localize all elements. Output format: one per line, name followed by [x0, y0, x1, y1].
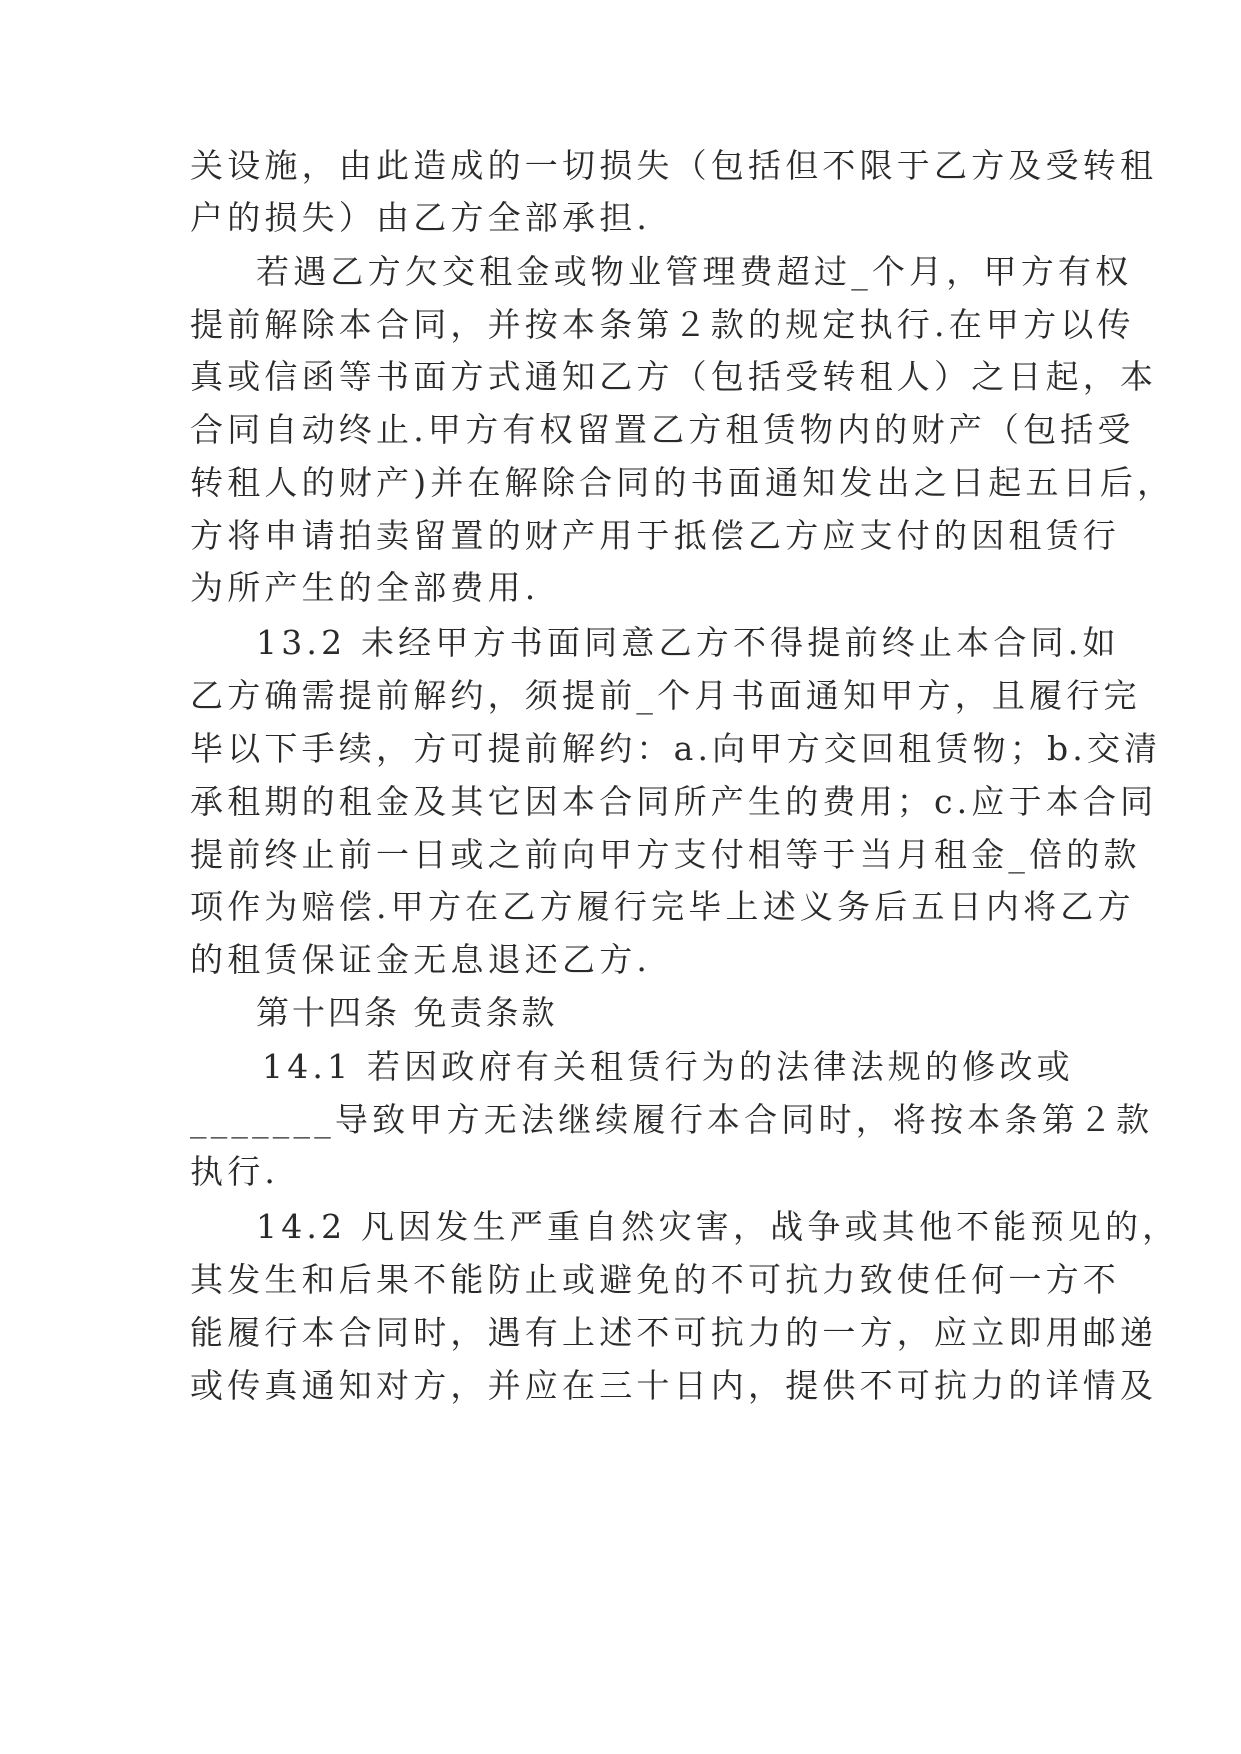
- text-line: _______导致甲方无法继续履行本合同时，将按本条第２款: [190, 1100, 1154, 1139]
- text-line: 乙方确需提前解约，须提前_个月书面通知甲方，且履行完: [190, 676, 1141, 715]
- text-line: 户的损失）由乙方全部承担.: [190, 198, 652, 237]
- text-line: 承租期的租金及其它因本合同所产生的费用；c.应于本合同: [190, 782, 1158, 821]
- text-line: 或传真通知对方，并应在三十日内，提供不可抗力的详情及: [190, 1366, 1158, 1405]
- text-line: 关设施，由此造成的一切损失（包括但不限于乙方及受转租: [190, 146, 1158, 185]
- clause-14-2-first-line: 14.2 凡因发生严重自然灾害，战争或其他不能预见的，: [256, 1207, 1180, 1246]
- text-line: 合同自动终止.甲方有权留置乙方租赁物内的财产（包括受: [190, 410, 1135, 449]
- text-line: 提前终止前一日或之前向甲方支付相等于当月租金_倍的款: [190, 835, 1141, 874]
- clause-13-2-first-line: 13.2 未经甲方书面同意乙方不得提前终止本合同.如: [256, 623, 1120, 662]
- text-line: 其发生和后果不能防止或避免的不可抗力致使任何一方不: [190, 1260, 1120, 1299]
- text-line: 为所产生的全部费用.: [190, 568, 540, 607]
- text-line: 方将申请拍卖留置的财产用于抵偿乙方应支付的因租赁行: [190, 516, 1120, 555]
- paragraph-first-line: 若遇乙方欠交租金或物业管理费超过_个月，甲方有权: [256, 252, 1133, 291]
- text-line: 毕以下手续，方可提前解约：a.向甲方交回租赁物；b.交清: [190, 729, 1162, 768]
- section-heading: 第十四条 免责条款: [256, 993, 558, 1032]
- text-line: 项作为赔偿.甲方在乙方履行完毕上述义务后五日内将乙方: [190, 887, 1135, 926]
- text-line: 的租赁保证金无息退还乙方.: [190, 940, 652, 979]
- clause-14-1-first-line: 14.1 若因政府有关租赁行为的法律法规的修改或: [262, 1047, 1074, 1086]
- text-line: 提前解除本合同，并按本条第２款的规定执行.在甲方以传: [190, 305, 1135, 344]
- text-line: 转租人的财产)并在解除合同的书面通知发出之日起五日后，: [190, 463, 1175, 502]
- text-line: 能履行本合同时，遇有上述不可抗力的一方，应立即用邮递: [190, 1313, 1158, 1352]
- text-line: 真或信函等书面方式通知乙方（包括受转租人）之日起，本: [190, 357, 1158, 396]
- text-line: 执行.: [190, 1152, 280, 1191]
